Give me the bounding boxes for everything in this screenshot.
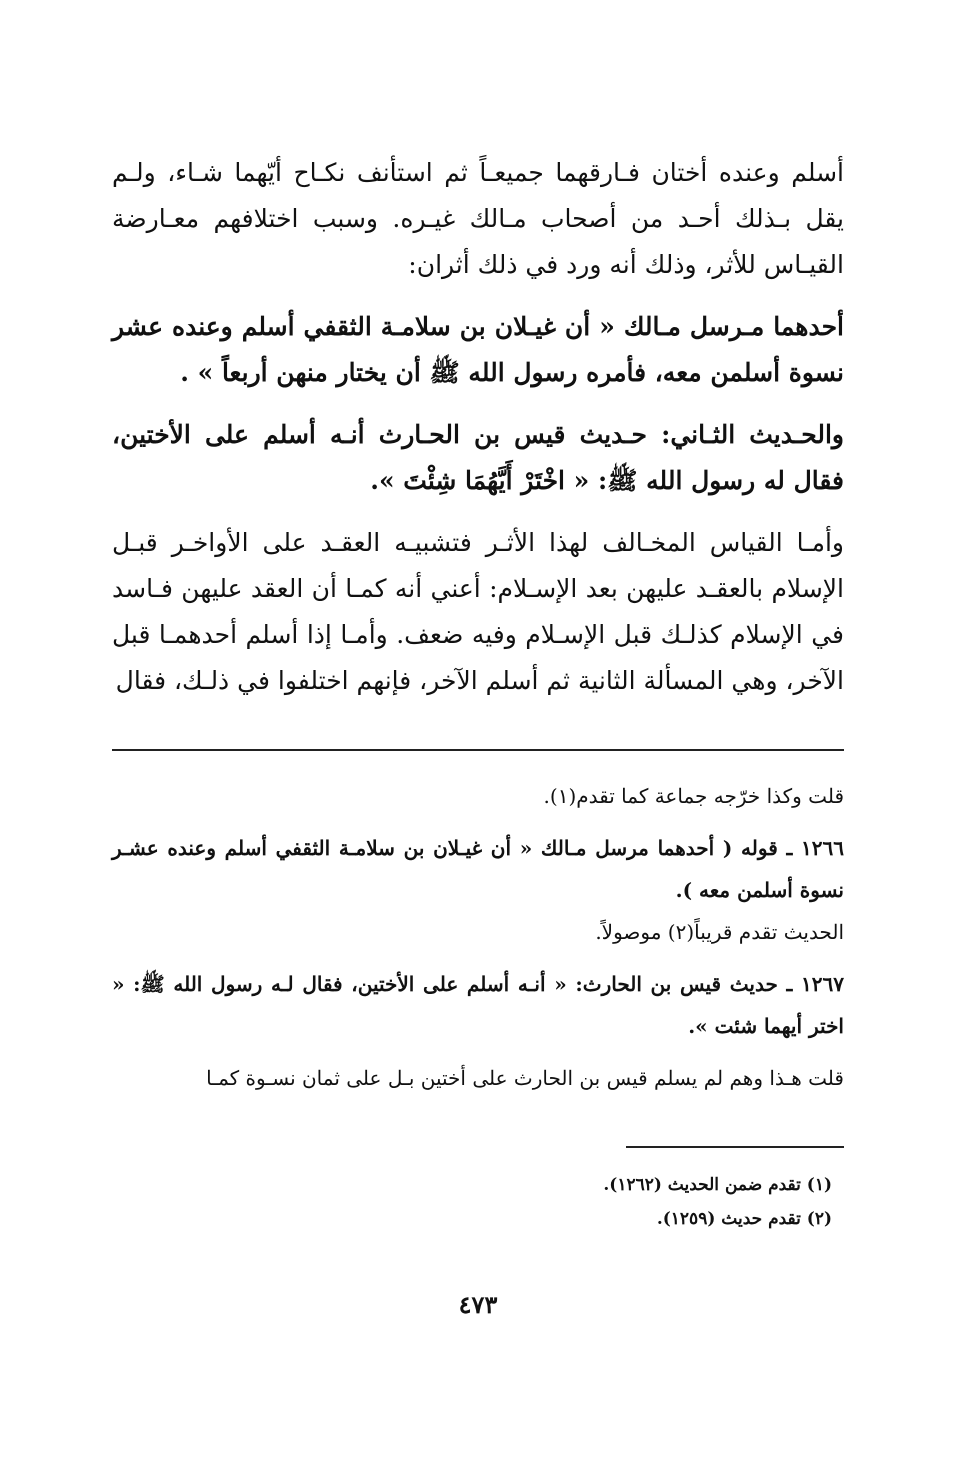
paragraph-3-hadith-qays: والحـديث الثـاني: حـديث قيس بن الحـارث أنـه أسلم على الأختين، فقال له رسول الله ﷺ: « اخْتَرْ أَيَّهُمَا شِئْتَ ». <box>112 420 844 495</box>
paragraph-1: أسلم وعنده أختان فـارقهما جميعـاً ثم استأنف نكـاح أيّهما شـاء، ولـم يقل بـذلك أحـد من أصحاب مـالك غيـره. وسبب اختلافهم معـارضة القيـاس للأثر، وذلك أنه ورد في ذلك أثران: <box>112 158 844 279</box>
note-1: قلت وكذا خرّجه جماعة كما تقدم(١). <box>543 784 844 808</box>
paragraph-2-hadith-ghaylan: أحدهما مـرسل مـالك « أن غيـلان بن سلامـة الثقفي أسلم وعنده عشر نسوة أسلمن معه، فأمره رسول الله ﷺ أن يختار منهن أربعاً » . <box>112 312 844 387</box>
note-1266-comment: الحديث تقدم قريباً(٢) موصولاً. <box>595 920 844 944</box>
paragraph-4: وأمـا القياس المخـالف لهذا الأثـر فتشبيـه العقـد على الأواخـر قبـل الإسلام بالعقـد عليهن بعد الإسـلام: أعني أنه كمـا أن العقد عليهن فـاسد في الإسلام كذلـك قبل الإسـلام وفيه ضعف. وأمـا إذا أسلم أحدهمـا قبل الآخر، وهي المسألة الثانية ثم أسلم الآخر، فإنهم اختلفوا في ذلـك، فقال <box>112 528 844 695</box>
note-1266: ١٢٦٦ ـ قوله ( أحدهما مرسل مـالك « أن غيـلان بن سلامـة الثقفي أسلم وعنده عشـر نسوة أسلمن معه ). <box>112 836 844 902</box>
main-text <box>112 150 844 720</box>
commentary-section <box>112 775 844 1109</box>
note-1267-comment: قلت هـذا وهم لم يسلم قيس بن الحارث على أختين بـل على ثمان نسـوة كمـا <box>206 1066 844 1090</box>
footnote-separator-line <box>626 1146 844 1148</box>
main-separator-line <box>112 749 844 751</box>
page-number: ٤٧٣ <box>458 1290 498 1319</box>
footnotes <box>112 1168 832 1236</box>
note-1267: ١٢٦٧ ـ حديث قيس بن الحارث: « أنـه أسلم على الأختين، فقال لـه رسول الله ﷺ: « اختر أيهما شئت ». <box>112 972 844 1038</box>
footnote-2: (٢) تقدم حديث (١٢٥٩). <box>656 1209 832 1229</box>
footnote-1: (١) تقدم ضمن الحديث (١٢٦٢). <box>603 1175 832 1195</box>
